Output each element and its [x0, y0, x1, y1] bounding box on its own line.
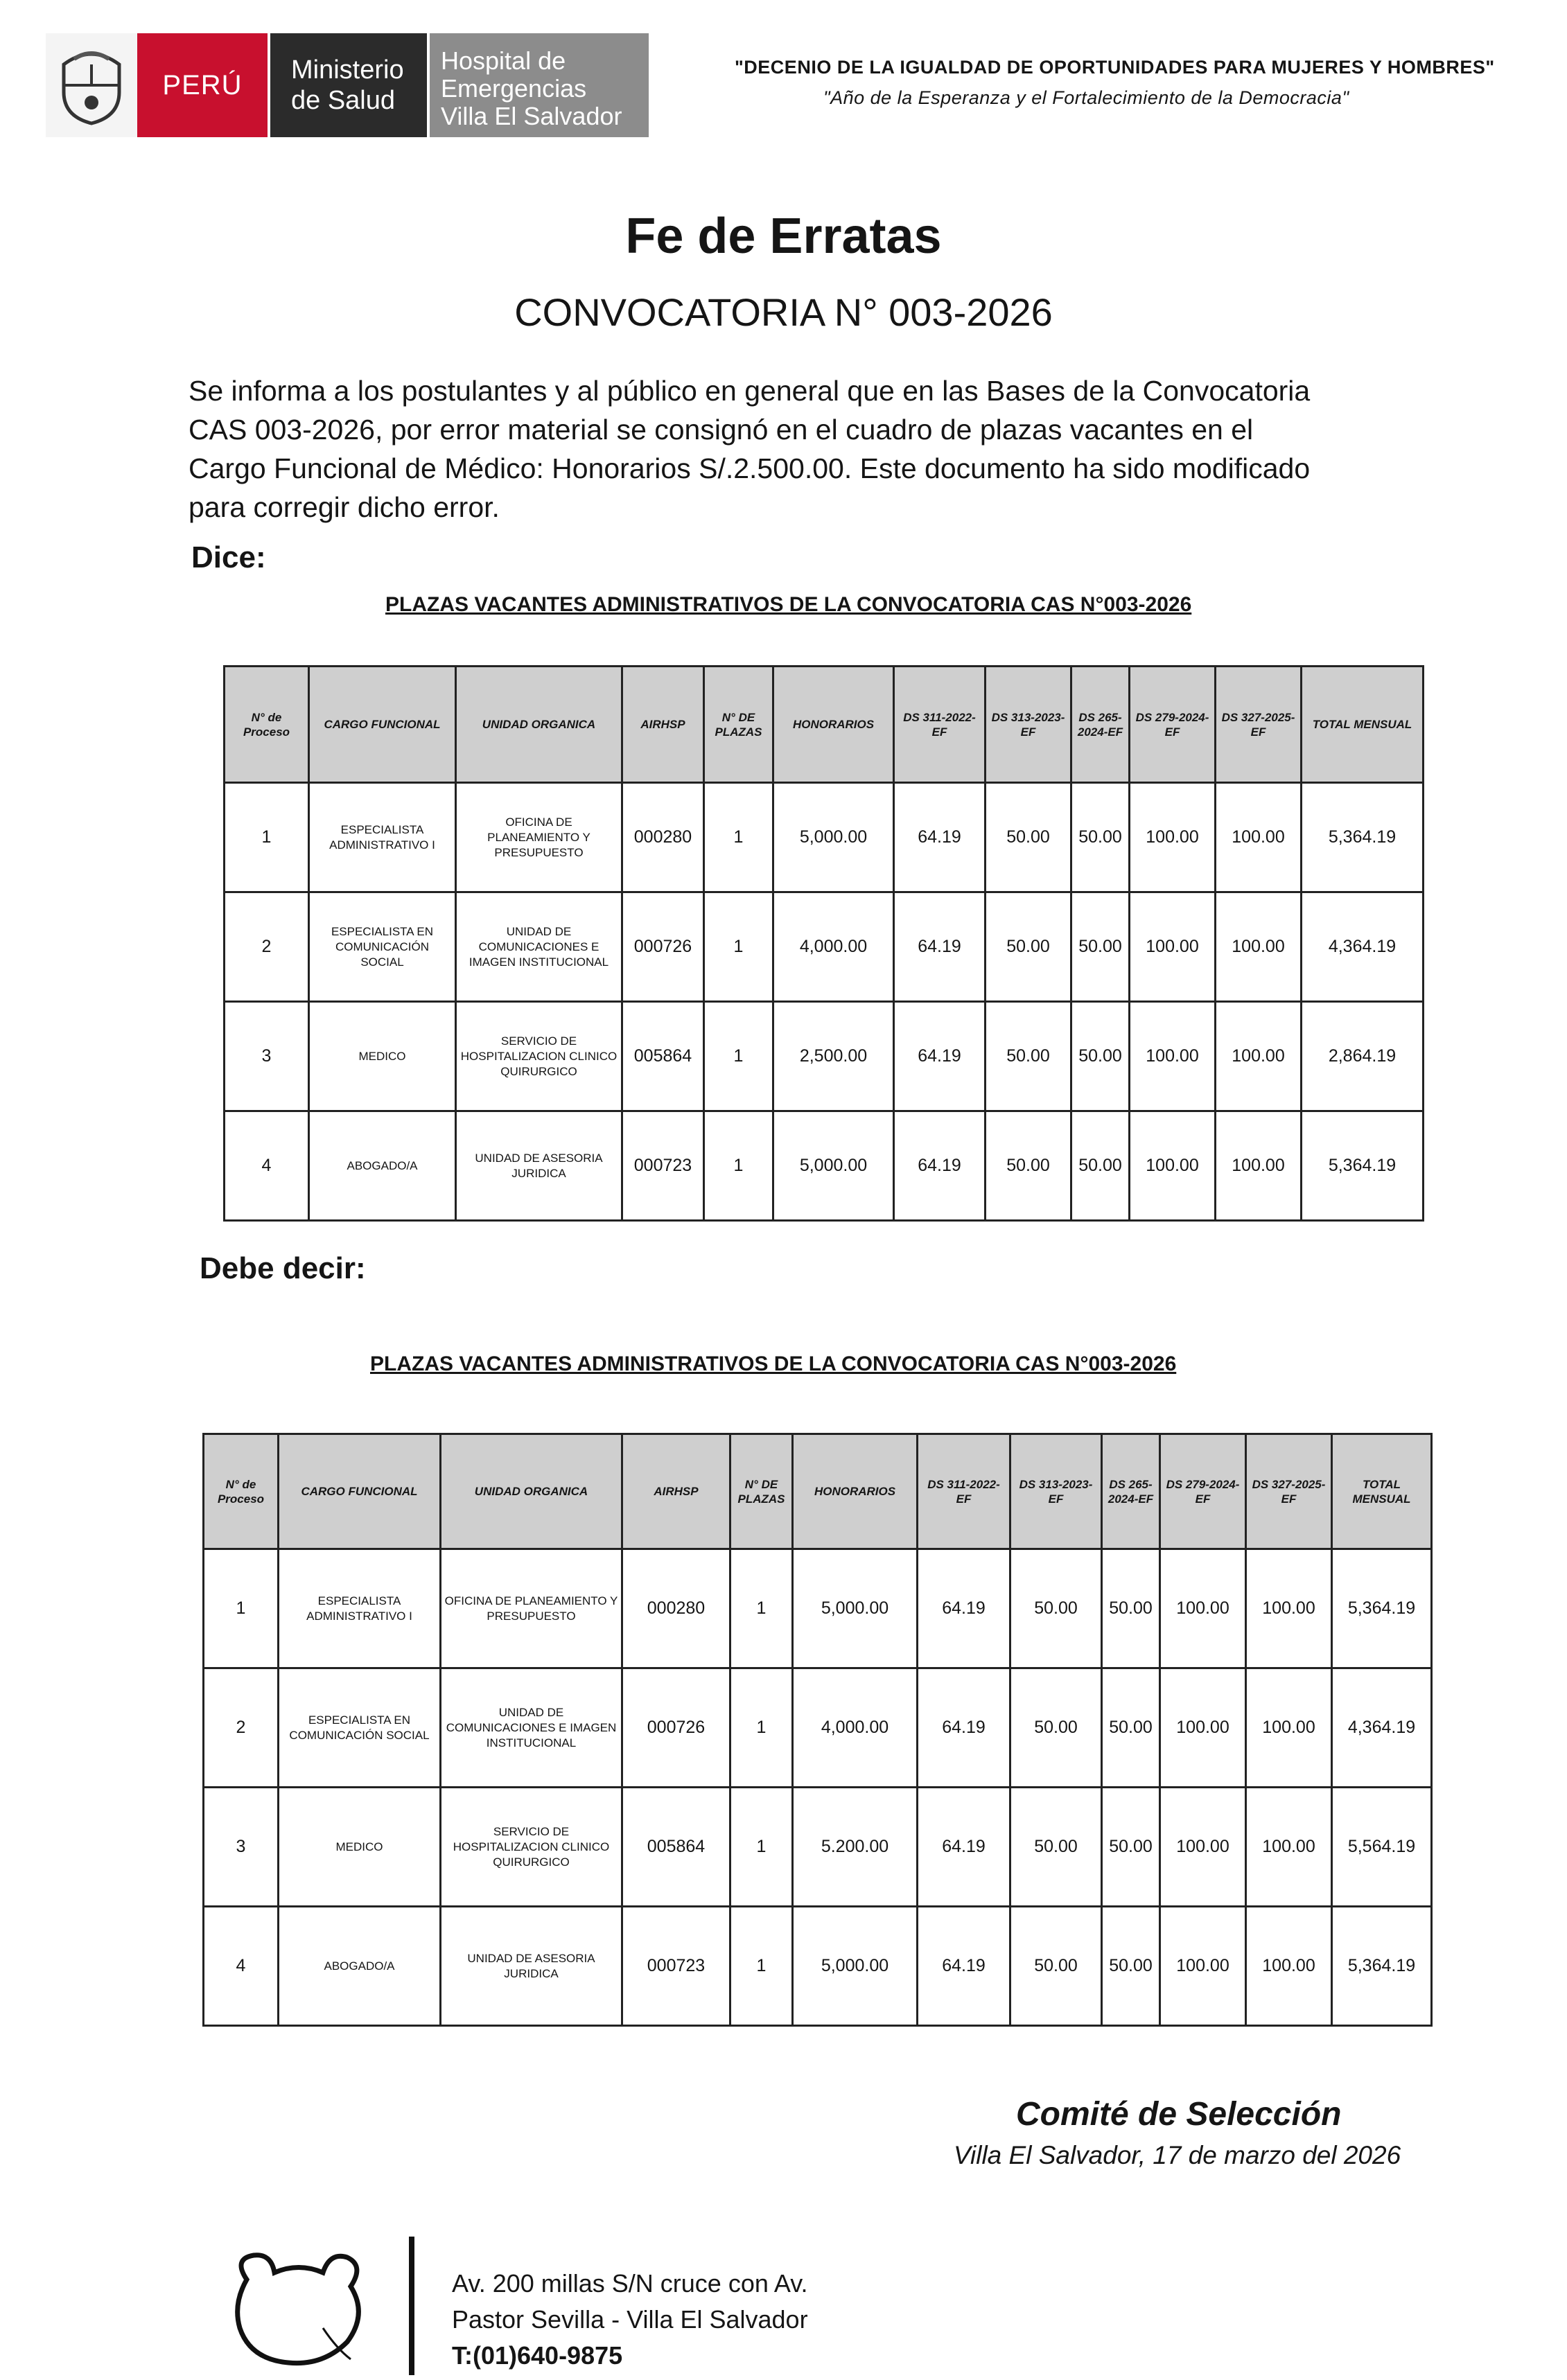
column-header: DS 311-2022-EF	[894, 667, 986, 783]
table-cell: 4	[225, 1111, 309, 1221]
peru-coat-of-arms-icon	[46, 33, 137, 137]
table-cell: 50.00	[1102, 1788, 1160, 1907]
intro-line: CAS 003-2026, por error material se consignó en el cuadro de plazas vacantes en el	[189, 414, 1254, 446]
table-cell: 5.200.00	[793, 1788, 918, 1907]
column-header: N° DE PLAZAS	[730, 1434, 793, 1549]
table-cell: 1	[704, 892, 773, 1002]
table-cell: MEDICO	[279, 1788, 441, 1907]
place-date: Villa El Salvador, 17 de marzo del 2026	[954, 2141, 1401, 2169]
table-cell: 50.00	[1010, 1668, 1102, 1788]
table-cell: 5,000.00	[773, 783, 894, 892]
table-cell: 50.00	[986, 892, 1071, 1002]
column-header: UNIDAD ORGANICA	[456, 667, 622, 783]
table-cell: 64.19	[918, 1907, 1010, 2026]
table-cell: 64.19	[918, 1668, 1010, 1788]
table-cell: OFICINA DE PLANEAMIENTO Y PRESUPUESTO	[456, 783, 622, 892]
column-header: DS 265-2024-EF	[1071, 667, 1130, 783]
table-cell: 000723	[622, 1111, 704, 1221]
column-header: AIRHSP	[622, 1434, 730, 1549]
table-cell: 100.00	[1130, 1111, 1216, 1221]
intro-line: para corregir dicho error.	[189, 491, 500, 523]
table-cell: 4	[204, 1907, 279, 2026]
column-header: UNIDAD ORGANICA	[441, 1434, 622, 1549]
decade-motto: "DECENIO DE LA IGUALDAD DE OPORTUNIDADES PARA MUJERES Y HOMBRES"	[735, 57, 1495, 78]
table-cell: 64.19	[894, 783, 986, 892]
table-dice-caption: PLAZAS VACANTES ADMINISTRATIVOS DE LA CONVOCATORIA CAS N°003-2026	[385, 593, 1192, 616]
table-cell: 4,000.00	[793, 1668, 918, 1788]
table-cell: 50.00	[1102, 1549, 1160, 1668]
table-cell: 50.00	[1071, 1002, 1130, 1111]
table-cell: 005864	[622, 1002, 704, 1111]
table-cell: 100.00	[1160, 1907, 1246, 2026]
table-cell: UNIDAD DE COMUNICACIONES E IMAGEN INSTITUCIONAL	[441, 1668, 622, 1788]
page-subtitle: CONVOCATORIA N° 003-2026	[514, 290, 1053, 334]
column-header: DS 313-2023-EF	[1010, 1434, 1102, 1549]
column-header: TOTAL MENSUAL	[1332, 1434, 1432, 1549]
table-row	[204, 1788, 1432, 1907]
table-cell: 4,364.19	[1332, 1668, 1432, 1788]
bear-outline-logo-icon	[219, 2245, 378, 2370]
table-cell: 1	[204, 1549, 279, 1668]
table-header-row	[204, 1434, 1432, 1549]
table-row	[204, 1549, 1432, 1668]
debe-label: Debe decir:	[200, 1251, 366, 1285]
table-cell: 1	[704, 783, 773, 892]
table-cell: 5,364.19	[1302, 1111, 1424, 1221]
column-header: DS 265-2024-EF	[1102, 1434, 1160, 1549]
table-cell: 000723	[622, 1907, 730, 2026]
table-cell: 100.00	[1246, 1907, 1332, 2026]
intro-line: Cargo Funcional de Médico: Honorarios S/.2.500.00. Este documento ha sido modificado	[189, 452, 1311, 484]
table-cell: 5,564.19	[1332, 1788, 1432, 1907]
table-row	[204, 1907, 1432, 2026]
table-cell: 1	[704, 1111, 773, 1221]
table-cell: 64.19	[918, 1788, 1010, 1907]
table-cell: UNIDAD DE ASESORIA JURIDICA	[441, 1907, 622, 2026]
table-cell: 1	[225, 783, 309, 892]
table-cell: 000726	[622, 1668, 730, 1788]
page-title: Fe de Erratas	[625, 209, 942, 264]
table-cell: 64.19	[894, 892, 986, 1002]
column-header: AIRHSP	[622, 667, 704, 783]
table-cell: 1	[730, 1907, 793, 2026]
phone-line: T:(01)640-9875	[452, 2341, 623, 2370]
table-cell: SERVICIO DE HOSPITALIZACION CLINICO QUIRURGICO	[456, 1002, 622, 1111]
table-cell: 100.00	[1130, 892, 1216, 1002]
column-header: N° DE PLAZAS	[704, 667, 773, 783]
table-cell: 2	[225, 892, 309, 1002]
table-cell: 100.00	[1246, 1668, 1332, 1788]
table-cell: ABOGADO/A	[279, 1907, 441, 2026]
hospital-line-1: Hospital de Emergencias	[441, 46, 587, 103]
table-cell: 50.00	[1071, 1111, 1130, 1221]
table-cell: OFICINA DE PLANEAMIENTO Y PRESUPUESTO	[441, 1549, 622, 1668]
table-cell: 64.19	[894, 1111, 986, 1221]
column-header: CARGO FUNCIONAL	[279, 1434, 441, 1549]
column-header: DS 327-2025-EF	[1246, 1434, 1332, 1549]
table-cell: 50.00	[1071, 892, 1130, 1002]
table-cell: 1	[704, 1002, 773, 1111]
hospital-line-2: Villa El Salvador	[441, 102, 622, 130]
column-header: DS 279-2024-EF	[1160, 1434, 1246, 1549]
table-cell: 5,364.19	[1332, 1549, 1432, 1668]
table-cell: 50.00	[986, 783, 1071, 892]
table-cell: 100.00	[1216, 1111, 1302, 1221]
table-cell: 50.00	[1102, 1668, 1160, 1788]
table-cell: ESPECIALISTA EN COMUNICACIÓN SOCIAL	[309, 892, 456, 1002]
table-cell: 5,000.00	[793, 1907, 918, 2026]
column-header: TOTAL MENSUAL	[1302, 667, 1424, 783]
table-cell: 000726	[622, 892, 704, 1002]
column-header: HONORARIOS	[793, 1434, 918, 1549]
table-cell: 50.00	[986, 1002, 1071, 1111]
intro-paragraph	[189, 371, 1443, 527]
column-header: CARGO FUNCIONAL	[309, 667, 456, 783]
column-header: DS 327-2025-EF	[1216, 667, 1302, 783]
table-cell: 3	[225, 1002, 309, 1111]
table-cell: ESPECIALISTA EN COMUNICACIÓN SOCIAL	[279, 1668, 441, 1788]
column-header: HONORARIOS	[773, 667, 894, 783]
column-header: DS 311-2022-EF	[918, 1434, 1010, 1549]
table-cell: 3	[204, 1788, 279, 1907]
column-header: DS 313-2023-EF	[986, 667, 1071, 783]
column-header: N° de Proceso	[204, 1434, 279, 1549]
table-row	[225, 783, 1424, 892]
committee-signature: Comité de Selección	[1016, 2096, 1342, 2133]
column-header: DS 279-2024-EF	[1130, 667, 1216, 783]
table-cell: 100.00	[1160, 1788, 1246, 1907]
table-cell: ABOGADO/A	[309, 1111, 456, 1221]
table-cell: 50.00	[986, 1111, 1071, 1221]
table-cell: 100.00	[1216, 1002, 1302, 1111]
table-cell: 1	[730, 1668, 793, 1788]
table-cell: MEDICO	[309, 1002, 456, 1111]
address-line-2: Pastor Sevilla - Villa El Salvador	[452, 2305, 808, 2334]
table-cell: 4,000.00	[773, 892, 894, 1002]
table-cell: 50.00	[1071, 783, 1130, 892]
table-cell: 1	[730, 1788, 793, 1907]
table-cell: 5,364.19	[1332, 1907, 1432, 2026]
table-cell: 100.00	[1246, 1788, 1332, 1907]
table-cell: 5,364.19	[1302, 783, 1424, 892]
address-line-1: Av. 200 millas S/N cruce con Av.	[452, 2269, 808, 2298]
footer-address	[452, 2266, 808, 2374]
table-cell: UNIDAD DE COMUNICACIONES E IMAGEN INSTITUCIONAL	[456, 892, 622, 1002]
year-motto: "Año de la Esperanza y el Fortalecimiento de la Democracia"	[823, 87, 1349, 108]
table-cell: 50.00	[1010, 1907, 1102, 2026]
ministry-label	[270, 33, 430, 137]
table-cell: 000280	[622, 1549, 730, 1668]
table-cell: 5,000.00	[793, 1549, 918, 1668]
table-cell: 100.00	[1246, 1549, 1332, 1668]
peru-label: PERÚ	[137, 33, 270, 137]
table-cell: 2,500.00	[773, 1002, 894, 1111]
table-cell: 64.19	[918, 1549, 1010, 1668]
table-header-row	[225, 667, 1424, 783]
intro-line: Se informa a los postulantes y al público en general que en las Bases de la Convocatoria	[189, 375, 1311, 407]
table-cell: 50.00	[1010, 1788, 1102, 1907]
table-cell: 005864	[622, 1788, 730, 1907]
ministry-line-1: Ministerio	[291, 55, 404, 85]
dice-label: Dice:	[191, 540, 266, 574]
table-cell: UNIDAD DE ASESORIA JURIDICA	[456, 1111, 622, 1221]
header-logo-band	[46, 33, 649, 137]
table-cell: 4,364.19	[1302, 892, 1424, 1002]
table-cell: SERVICIO DE HOSPITALIZACION CLINICO QUIRURGICO	[441, 1788, 622, 1907]
table-debe	[202, 1433, 1433, 2027]
column-header: N° de Proceso	[225, 667, 309, 783]
table-cell: 50.00	[1010, 1549, 1102, 1668]
table-cell: 100.00	[1130, 783, 1216, 892]
table-row	[204, 1668, 1432, 1788]
table-cell: 5,000.00	[773, 1111, 894, 1221]
table-cell: 64.19	[894, 1002, 986, 1111]
table-cell: 2	[204, 1668, 279, 1788]
table-cell: ESPECIALISTA ADMINISTRATIVO I	[279, 1549, 441, 1668]
table-dice	[223, 665, 1424, 1222]
table-cell: 100.00	[1130, 1002, 1216, 1111]
hospital-label	[430, 33, 649, 137]
table-debe-caption: PLAZAS VACANTES ADMINISTRATIVOS DE LA CONVOCATORIA CAS N°003-2026	[370, 1352, 1177, 1375]
table-row	[225, 1111, 1424, 1221]
table-cell: 100.00	[1216, 892, 1302, 1002]
table-cell: ESPECIALISTA ADMINISTRATIVO I	[309, 783, 456, 892]
table-row	[225, 892, 1424, 1002]
table-cell: 000280	[622, 783, 704, 892]
table-cell: 100.00	[1160, 1668, 1246, 1788]
footer-divider	[409, 2237, 414, 2375]
table-cell: 100.00	[1216, 783, 1302, 892]
ministry-line-2: de Salud	[291, 86, 396, 115]
table-cell: 1	[730, 1549, 793, 1668]
table-cell: 2,864.19	[1302, 1002, 1424, 1111]
table-cell: 100.00	[1160, 1549, 1246, 1668]
table-row	[225, 1002, 1424, 1111]
table-cell: 50.00	[1102, 1907, 1160, 2026]
